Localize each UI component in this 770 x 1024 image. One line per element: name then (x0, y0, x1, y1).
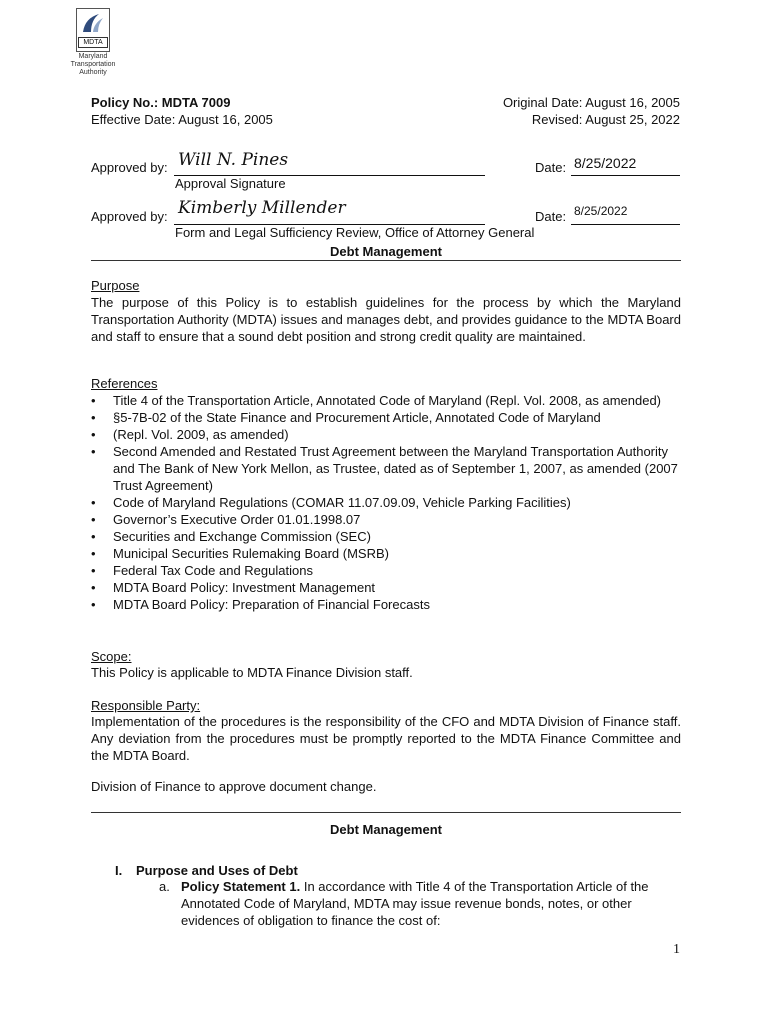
reference-item: • MDTA Board Policy: Investment Management (91, 579, 681, 596)
legal-review-signature: Kimberly Millender (178, 198, 346, 218)
references-list (91, 392, 681, 613)
purpose-heading: Purpose (91, 278, 140, 293)
policy-statement-text: In accordance with Title 4 of the Transportation Article of the Annotated Code of Maryland, MDTA may issue revenue bonds, notes, or other evidences of obligation to finance the cost of: (181, 879, 649, 928)
logo-name-line2: Transportation (70, 61, 116, 68)
change-approval-note: Division of Finance to approve document change. (91, 779, 377, 794)
section-title: Debt Management (330, 822, 442, 837)
approval-signature-caption: Approval Signature (175, 176, 286, 191)
policy-statement (181, 878, 681, 929)
responsible-party-heading: Responsible Party: (91, 698, 201, 713)
revised-date: Revised: August 25, 2022 (531, 112, 680, 127)
scope-text: This Policy is applicable to MDTA Finance Division staff. (91, 665, 413, 680)
date-label: Date: (535, 209, 567, 224)
reference-item: • (Repl. Vol. 2009, as amended) (91, 426, 681, 443)
reference-item: • Municipal Securities Rulemaking Board (MSRB) (91, 545, 681, 562)
purpose-text: The purpose of this Policy is to establish guidelines for the process by which the Maryland Transportation Authority (MDTA) issues and manages debt, and provides guidance to the MDTA Board and staff to ensure that a sound debt position and strong credit quality are maintained. (91, 295, 681, 344)
section-numeral: I. (115, 863, 123, 878)
approved-by-label: Approved by: (91, 160, 168, 175)
reference-item: • Federal Tax Code and Regulations (91, 562, 681, 579)
approved-by-label: Approved by: (91, 209, 168, 224)
approval-signature: Will N. Pines (178, 150, 289, 170)
reference-item: • Governor’s Executive Order 01.01.1998.07 (91, 511, 681, 528)
item-letter: a. (159, 879, 170, 894)
effective-date: Effective Date: August 16, 2005 (91, 112, 273, 127)
original-date: Original Date: August 16, 2005 (502, 95, 680, 110)
section-heading: Purpose and Uses of Debt (136, 863, 298, 878)
reference-item: • Second Amended and Restated Trust Agreement between the Maryland Transportation Authority and The Bank of New York Mellon, as Trustee, dated as of September 1, 2007, as amended (2007 Trust Agreement) (91, 443, 681, 494)
date-label: Date: (535, 160, 567, 175)
legal-review-date: 8/25/2022 (574, 204, 628, 218)
section-divider (91, 812, 681, 813)
approval-date: 8/25/2022 (574, 155, 637, 171)
document-title: Debt Management (330, 244, 442, 259)
reference-item: • MDTA Board Policy: Preparation of Financial Forecasts (91, 596, 681, 613)
logo-swoosh-icon (81, 12, 105, 34)
logo-name-line3: Authority (79, 69, 107, 76)
reference-item: • Title 4 of the Transportation Article, Annotated Code of Maryland (Repl. Vol. 2008, as amended) (91, 392, 681, 409)
responsible-party-text: Implementation of the procedures is the responsibility of the CFO and MDTA Division of Finance staff. Any deviation from the procedures must be promptly reported to the MDTA Finance Committee and the MDTA Board. (91, 714, 681, 763)
legal-review-caption: Form and Legal Sufficiency Review, Office of Attorney General (175, 225, 535, 240)
reference-item: • Code of Maryland Regulations (COMAR 11.07.09.09, Vehicle Parking Facilities) (91, 494, 681, 511)
reference-item: • §5-7B-02 of the State Finance and Procurement Article, Annotated Code of Maryland (91, 409, 681, 426)
logo-emblem (76, 8, 110, 52)
policy-statement-lead: Policy Statement 1. (181, 879, 301, 894)
reference-item: • Securities and Exchange Commission (SEC) (91, 528, 681, 545)
logo-name-line1: Maryland (78, 53, 108, 60)
mdta-logo (68, 8, 118, 77)
references-heading: References (91, 376, 158, 391)
page-number: 1 (673, 942, 680, 957)
title-divider (91, 260, 681, 261)
scope-heading: Scope: (91, 649, 132, 664)
logo-abbr: MDTA (78, 37, 108, 48)
policy-number: Policy No.: MDTA 7009 (91, 95, 231, 110)
